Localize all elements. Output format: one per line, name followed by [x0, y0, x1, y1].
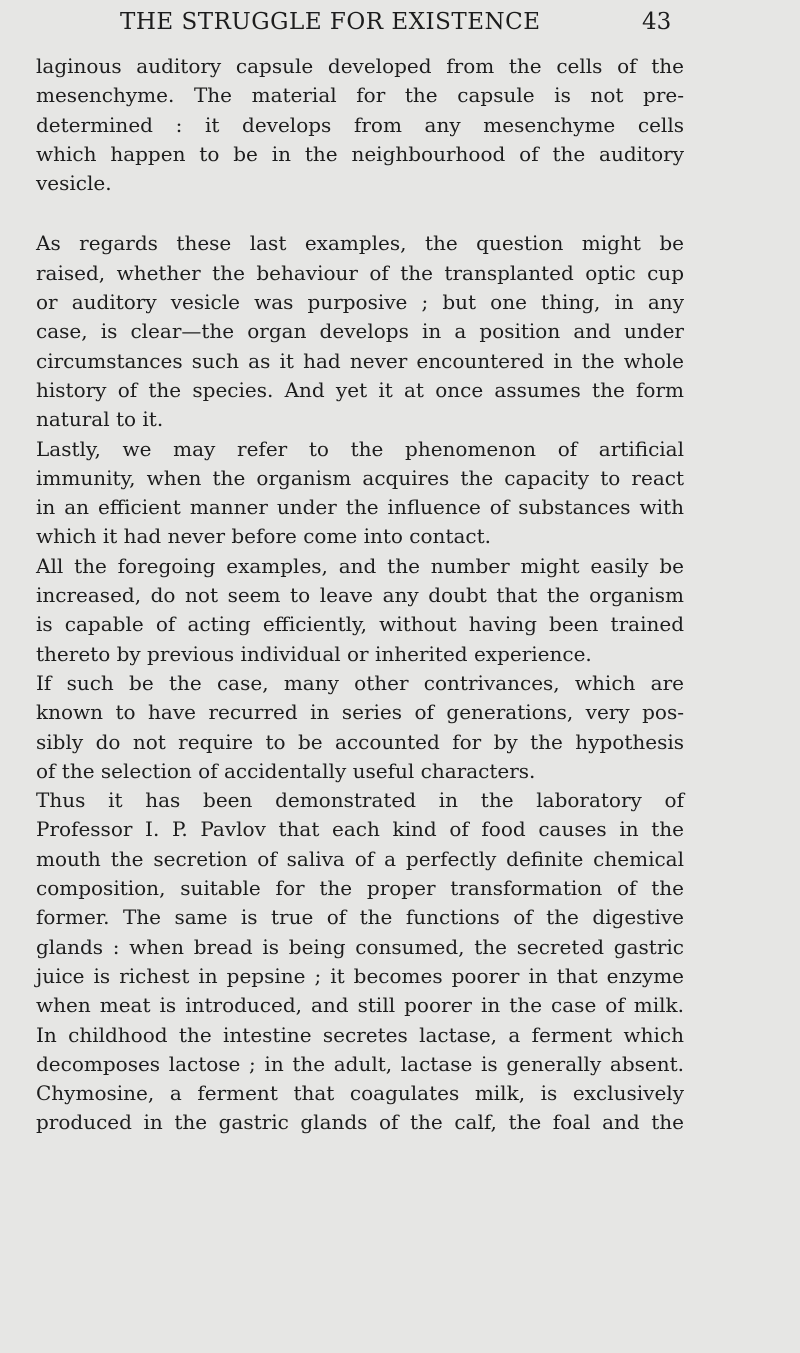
text-line: Professor I. P. Pavlov that each kind of food causes in the — [36, 817, 684, 842]
text-line: thereto by previous individual or inherited experience. — [36, 641, 592, 666]
text-line: laginous auditory capsule developed from the cells of the — [36, 54, 684, 78]
text-line: All the foregoing examples, and the number might easily be — [36, 553, 684, 578]
text-line: case, is clear—the organ develops in a position and under — [36, 319, 684, 344]
text-line: sibly do not require to be accounted for by the hypothesis — [36, 729, 684, 754]
paragraph-5 — [36, 669, 684, 786]
text-line: known to have recurred in series of generations, very pos- — [36, 700, 684, 725]
text-line: raised, whether the behaviour of the transplanted optic cup — [36, 260, 684, 285]
paragraph-gap — [36, 198, 684, 229]
text-line: of the selection of accidentally useful characters. — [36, 758, 536, 783]
text-line: immunity, when the organism acquires the capacity to react — [36, 465, 684, 490]
running-title: THE STRUGGLE FOR EXISTENCE — [120, 9, 541, 35]
text-line: juice is richest in pepsine ; it becomes poorer in that enzyme — [36, 963, 684, 988]
text-line: when meat is introduced, and still poorer in the case of milk. — [36, 993, 684, 1018]
text-line: mesenchyme. The material for the capsule is not pre- — [36, 83, 684, 108]
text-line: history of the species. And yet it at once assumes the form — [36, 377, 684, 402]
body-text — [36, 52, 684, 1138]
text-line: If such be the case, many other contrivances, which are — [36, 670, 684, 695]
paragraph-6 — [36, 786, 684, 1138]
paragraph-3 — [36, 435, 684, 552]
text-line: composition, suitable for the proper transformation of the — [36, 876, 684, 901]
text-line: Lastly, we may refer to the phenomenon of artificial — [36, 436, 684, 461]
text-line: natural to it. — [36, 407, 164, 432]
text-line: former. The same is true of the functions of the digestive — [36, 905, 684, 930]
text-line: Thus it has been demonstrated in the laboratory of — [36, 788, 684, 813]
text-line: circumstances such as it had never encountered in the whole — [36, 348, 684, 373]
text-line: which happen to be in the neighbourhood of the auditory — [36, 141, 684, 166]
text-line: decomposes lactose ; in the adult, lactase is generally absent. — [36, 1051, 684, 1076]
text-line: increased, do not seem to leave any doubt that the organism — [36, 583, 684, 608]
paragraph-1 — [36, 52, 684, 198]
page-number: 43 — [642, 9, 672, 35]
text-line: As regards these last examples, the question might be — [36, 231, 684, 256]
text-line: or auditory vesicle was purposive ; but one thing, in any — [36, 290, 684, 315]
text-line: produced in the gastric glands of the calf, the foal and the — [36, 1110, 684, 1135]
text-line: determined : it develops from any mesenchyme cells — [36, 112, 684, 137]
text-line: Chymosine, a ferment that coagulates milk, is exclusively — [36, 1081, 684, 1106]
text-line: vesicle. — [36, 171, 112, 196]
text-line: In childhood the intestine secretes lactase, a ferment which — [36, 1022, 684, 1047]
text-line: glands : when bread is being consumed, the secreted gastric — [36, 934, 684, 959]
text-line: which it had never before come into contact. — [36, 524, 491, 549]
text-line: mouth the secretion of saliva of a perfectly definite chemical — [36, 846, 684, 871]
paragraph-4 — [36, 552, 684, 669]
text-line: is capable of acting efficiently, without having been trained — [36, 612, 684, 637]
text-line: in an efficient manner under the influence of substances with — [36, 495, 684, 520]
running-head — [0, 6, 800, 38]
paragraph-2 — [36, 229, 684, 434]
